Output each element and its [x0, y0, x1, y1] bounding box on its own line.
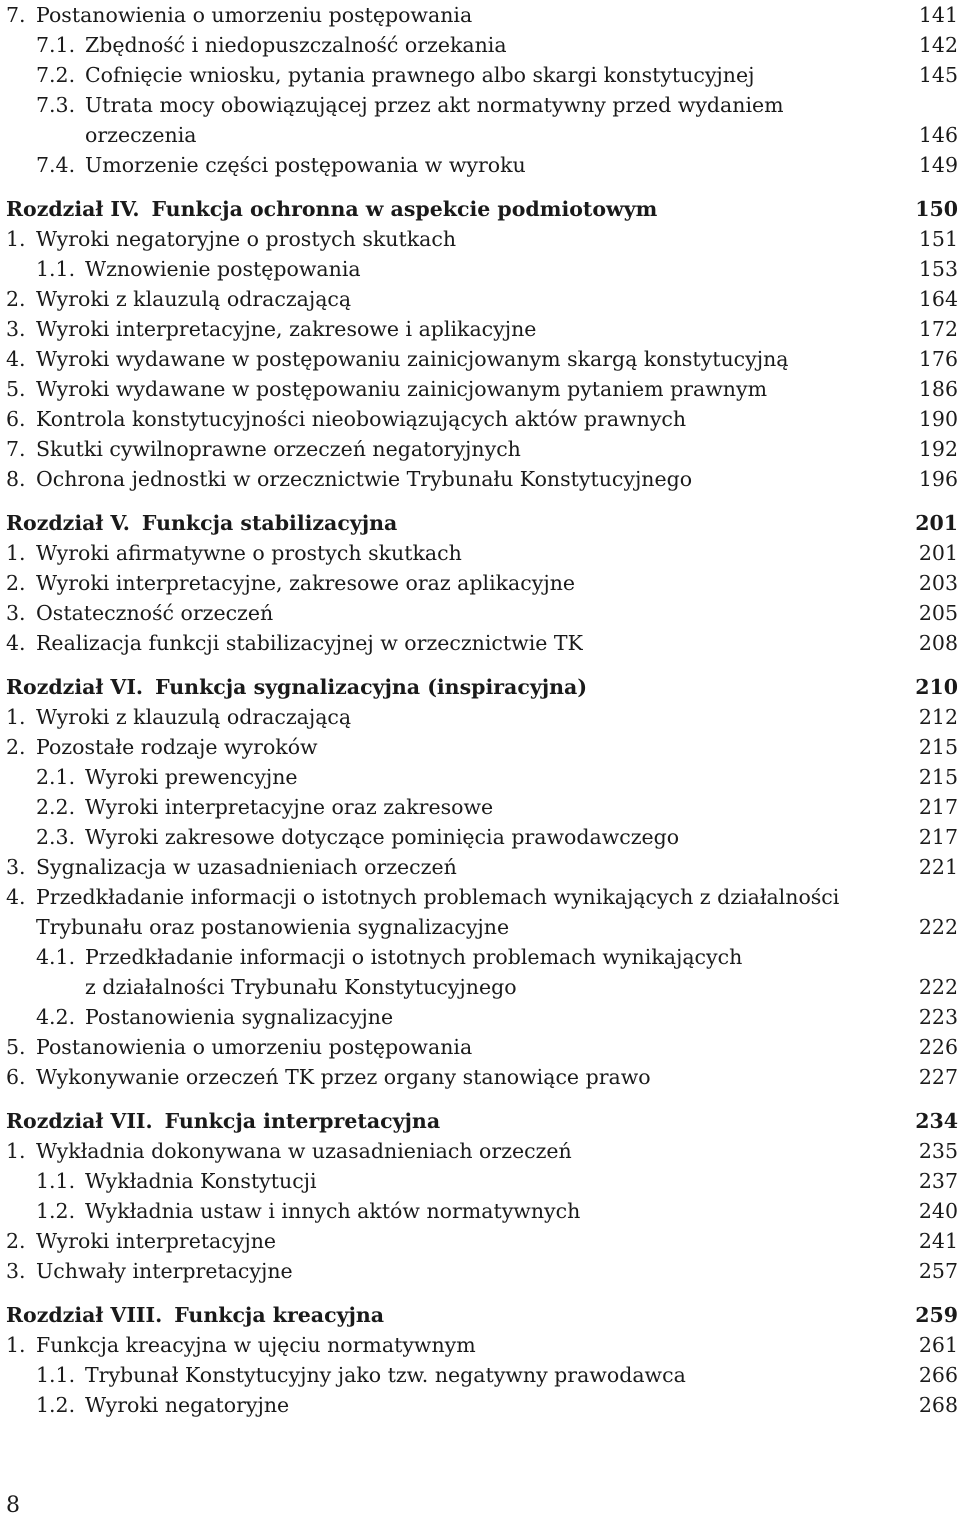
toc-page-number: 141 [918, 3, 958, 27]
toc-entry-number: 4. [6, 347, 26, 371]
toc-page-number: 222 [918, 975, 958, 999]
toc-entry[interactable] [6, 852, 958, 882]
toc-page-number: 217 [918, 825, 958, 849]
toc-entry-number: 1. [6, 541, 26, 565]
toc-entry[interactable] [6, 792, 958, 822]
toc-chapter-number: Rozdział V. [6, 511, 130, 535]
toc-entry-title: Wykładnia Konstytucji [85, 1169, 317, 1193]
toc-entry-title: Wyroki wydawane w postępowaniu zainicjowanym pytaniem prawnym [36, 377, 768, 401]
toc-entry-title: Kontrola konstytucyjności nieobowiązujących aktów prawnych [36, 407, 687, 431]
toc-entry-number: 2. [6, 571, 26, 595]
toc-entry[interactable] [6, 314, 958, 344]
toc-entry-title: Wyroki interpretacyjne, zakresowe oraz aplikacyjne [36, 571, 576, 595]
toc-page-number: 221 [918, 855, 958, 879]
toc-entry[interactable] [6, 224, 958, 254]
toc-entry-title: Postanowienia sygnalizacyjne [85, 1005, 394, 1029]
toc-entry[interactable] [6, 568, 958, 598]
toc-chapter-number: Rozdział VIII. [6, 1303, 163, 1327]
toc-entry-number: 5. [6, 1035, 26, 1059]
toc-page-number: 146 [918, 123, 958, 147]
toc-entry-number: 6. [6, 407, 26, 431]
toc-entry-title: Cofnięcie wniosku, pytania prawnego albo skargi konstytucyjnej [85, 63, 755, 87]
toc-page-number: 145 [918, 63, 958, 87]
toc-entry-title: Umorzenie części postępowania w wyroku [85, 153, 526, 177]
toc-entry-title: Realizacja funkcji stabilizacyjnej w orzecznictwie TK [36, 631, 583, 655]
toc-entry-number: 1.1. [36, 1169, 76, 1193]
toc-entry[interactable] [6, 0, 958, 30]
toc-entry-title: Postanowienia o umorzeniu postępowania [36, 3, 473, 27]
toc-entry-number: 1.1. [36, 257, 76, 281]
toc-entry-title: Trybunał Konstytucyjny jako tzw. negatywny prawodawca [85, 1363, 686, 1387]
toc-entry-number: 2. [6, 1229, 26, 1253]
toc-page-number: 222 [918, 915, 958, 939]
toc-entry[interactable] [6, 912, 958, 942]
toc-page-number: 240 [918, 1199, 958, 1223]
toc-page-number: 257 [918, 1259, 958, 1283]
toc-entry[interactable] [6, 942, 958, 972]
toc-entry-title: orzeczenia [85, 123, 197, 147]
toc-entry[interactable] [6, 1330, 958, 1360]
toc-entry-number: 7.2. [36, 63, 76, 87]
toc-page-number: 235 [918, 1139, 958, 1163]
toc-entry-title: Pozostałe rodzaje wyroków [36, 735, 318, 759]
toc-entry[interactable] [6, 1360, 958, 1390]
toc-entry-title: Funkcja kreacyjna w ujęciu normatywnym [36, 1333, 476, 1357]
toc-entry[interactable] [6, 882, 958, 912]
toc-page-number: 186 [918, 377, 958, 401]
toc-entry[interactable] [6, 598, 958, 628]
toc-entry-number: 1.1. [36, 1363, 76, 1387]
toc-entry[interactable] [6, 1196, 958, 1226]
toc-entry-title: Funkcja interpretacyjna [164, 1109, 441, 1133]
toc-entry-number: 3. [6, 1259, 26, 1283]
toc-entry-title: z działalności Trybunału Konstytucyjnego [85, 975, 517, 999]
toc-page-number: 215 [918, 735, 958, 759]
toc-entry[interactable] [6, 972, 958, 1002]
toc-entry-title: Przedkładanie informacji o istotnych problemach wynikających [85, 945, 743, 969]
toc-page-number: 172 [918, 317, 958, 341]
toc-page-number: 226 [918, 1035, 958, 1059]
toc-page-number: 234 [915, 1109, 958, 1133]
toc-entry-title: Ostateczność orzeczeń [36, 601, 274, 625]
toc-entry[interactable] [6, 254, 958, 284]
toc-entry[interactable] [6, 90, 958, 120]
toc-page-number: 150 [915, 197, 958, 221]
toc-entry-number: 8. [6, 467, 26, 491]
toc-entry[interactable] [6, 284, 958, 314]
toc-entry-title: Wznowienie postępowania [85, 257, 361, 281]
toc-entry-number: 4.1. [36, 945, 76, 969]
toc-chapter-heading[interactable] [6, 1300, 958, 1330]
toc-entry[interactable] [6, 60, 958, 90]
toc-entry[interactable] [6, 702, 958, 732]
toc-entry-title: Wykonywanie orzeczeń TK przez organy stanowiące prawo [36, 1065, 651, 1089]
toc-entry[interactable] [6, 1002, 958, 1032]
toc-page-number: 266 [918, 1363, 958, 1387]
toc-page-number: 212 [918, 705, 958, 729]
toc-entry-title: Funkcja stabilizacyjna [141, 511, 398, 535]
toc-entry[interactable] [6, 1226, 958, 1256]
toc-entry-title: Trybunału oraz postanowienia sygnalizacyjne [36, 915, 510, 939]
toc-page-number: 261 [918, 1333, 958, 1357]
toc-entry-title: Wyroki negatoryjne o prostych skutkach [36, 227, 457, 251]
toc-page-number: 176 [918, 347, 958, 371]
toc-chapter-heading[interactable] [6, 508, 958, 538]
toc-page-number: 205 [918, 601, 958, 625]
toc-entry-title: Wyroki interpretacyjne oraz zakresowe [85, 795, 494, 819]
toc-chapter-heading[interactable] [6, 672, 958, 702]
toc-entry-number: 4. [6, 631, 26, 655]
toc-entry[interactable] [6, 1390, 958, 1420]
toc-entry-title: Wykładnia ustaw i innych aktów normatywnych [85, 1199, 581, 1223]
toc-entry-title: Utrata mocy obowiązującej przez akt normatywny przed wydaniem [85, 93, 784, 117]
toc-entry[interactable] [6, 30, 958, 60]
toc-entry-number: 3. [6, 601, 26, 625]
toc-entry-number: 4.2. [36, 1005, 76, 1029]
toc-page-number: 237 [918, 1169, 958, 1193]
toc-page-number: 241 [918, 1229, 958, 1253]
toc-entry-number: 4. [6, 885, 26, 909]
toc-entry-number: 1. [6, 705, 26, 729]
toc-chapter-heading[interactable] [6, 1106, 958, 1136]
toc-page-number: 149 [918, 153, 958, 177]
page-number: 8 [6, 1493, 20, 1518]
toc-entry-number: 2.1. [36, 765, 76, 789]
toc-entry-number: 2.3. [36, 825, 76, 849]
toc-page-number: 203 [918, 571, 958, 595]
toc-entry[interactable] [6, 1136, 958, 1166]
toc-entry-number: 1. [6, 1333, 26, 1357]
toc-page-number: 201 [918, 541, 958, 565]
toc-entry-title: Wyroki wydawane w postępowaniu zainicjowanym skargą konstytucyjną [36, 347, 789, 371]
toc-page-number: 223 [918, 1005, 958, 1029]
toc-entry-number: 6. [6, 1065, 26, 1089]
toc-page-number: 142 [918, 33, 958, 57]
toc-entry[interactable] [6, 1166, 958, 1196]
toc-entry-number: 1.2. [36, 1393, 76, 1417]
toc-entry-number: 5. [6, 377, 26, 401]
toc-entry[interactable] [6, 732, 958, 762]
toc-page-number: 164 [918, 287, 958, 311]
toc-entry[interactable] [6, 434, 958, 464]
toc-entry-title: Zbędność i niedopuszczalność orzekania [85, 33, 507, 57]
toc-entry-title: Wyroki prewencyjne [85, 765, 298, 789]
toc-entry-number: 7.4. [36, 153, 76, 177]
toc-entry-number: 3. [6, 855, 26, 879]
toc-entry-number: 2.2. [36, 795, 76, 819]
toc-entry[interactable] [6, 1062, 958, 1092]
toc-entry-number: 2. [6, 287, 26, 311]
toc-entry[interactable] [6, 1032, 958, 1062]
toc-entry-title: Sygnalizacja w uzasadnieniach orzeczeń [36, 855, 457, 879]
toc-entry-title: Wyroki z klauzulą odraczającą [36, 705, 352, 729]
toc-entry[interactable] [6, 1256, 958, 1286]
toc-entry-number: 7.3. [36, 93, 76, 117]
toc-entry-title: Wyroki interpretacyjne, zakresowe i aplikacyjne [36, 317, 537, 341]
toc-entry-number: 1.2. [36, 1199, 76, 1223]
toc-entry-title: Wyroki afirmatywne o prostych skutkach [36, 541, 462, 565]
toc-page-number: 227 [918, 1065, 958, 1089]
toc-entry-title: Przedkładanie informacji o istotnych problemach wynikających z działalności [36, 885, 840, 909]
toc-entry[interactable] [6, 822, 958, 852]
toc-entry-title: Funkcja sygnalizacyjna (inspiracyjna) [155, 675, 588, 699]
toc-page-number: 210 [915, 675, 958, 699]
toc-chapter-heading[interactable] [6, 194, 958, 224]
toc-entry-title: Uchwały interpretacyjne [36, 1259, 293, 1283]
toc-page-number: 192 [918, 437, 958, 461]
toc-entry[interactable] [6, 150, 958, 180]
toc-entry-title: Skutki cywilnoprawne orzeczeń negatoryjnych [36, 437, 521, 461]
toc-entry-number: 7. [6, 3, 26, 27]
toc-entry-title: Wyroki negatoryjne [85, 1393, 290, 1417]
toc-chapter-number: Rozdział VI. [6, 675, 144, 699]
toc-entry[interactable] [6, 344, 958, 374]
toc-page-number: 268 [918, 1393, 958, 1417]
toc-entry[interactable] [6, 404, 958, 434]
toc-entry[interactable] [6, 374, 958, 404]
toc-entry-title: Wyroki zakresowe dotyczące pominięcia prawodawczego [85, 825, 680, 849]
toc-page-number: 201 [915, 511, 958, 535]
toc-entry[interactable] [6, 120, 958, 150]
toc-entry-number: 7.1. [36, 33, 76, 57]
toc-entry-title: Wyroki interpretacyjne [36, 1229, 277, 1253]
toc-entry-number: 2. [6, 735, 26, 759]
toc-page-number: 217 [918, 795, 958, 819]
toc-entry-number: 1. [6, 1139, 26, 1163]
toc-page-number: 259 [915, 1303, 958, 1327]
toc-page-number: 215 [918, 765, 958, 789]
toc-entry-title: Postanowienia o umorzeniu postępowania [36, 1035, 473, 1059]
toc-entry[interactable] [6, 464, 958, 494]
toc-chapter-number: Rozdział VII. [6, 1109, 153, 1133]
toc-entry-number: 1. [6, 227, 26, 251]
toc-entry-title: Funkcja ochronna w aspekcie podmiotowym [151, 197, 658, 221]
toc-page-number: 208 [918, 631, 958, 655]
toc-entry-title: Funkcja kreacyjna [174, 1303, 385, 1327]
toc-entry[interactable] [6, 762, 958, 792]
toc-entry[interactable] [6, 538, 958, 568]
toc-entry-number: 7. [6, 437, 26, 461]
toc-page-number: 153 [918, 257, 958, 281]
toc-page-number: 196 [918, 467, 958, 491]
toc-entry-title: Wykładnia dokonywana w uzasadnieniach orzeczeń [36, 1139, 572, 1163]
toc-entry-title: Wyroki z klauzulą odraczającą [36, 287, 352, 311]
table-of-contents [6, 0, 958, 1420]
toc-chapter-number: Rozdział IV. [6, 197, 140, 221]
toc-entry-number: 3. [6, 317, 26, 341]
toc-entry[interactable] [6, 628, 958, 658]
toc-page-number: 151 [918, 227, 958, 251]
toc-entry-title: Ochrona jednostki w orzecznictwie Trybunału Konstytucyjnego [36, 467, 693, 491]
toc-page-number: 190 [918, 407, 958, 431]
